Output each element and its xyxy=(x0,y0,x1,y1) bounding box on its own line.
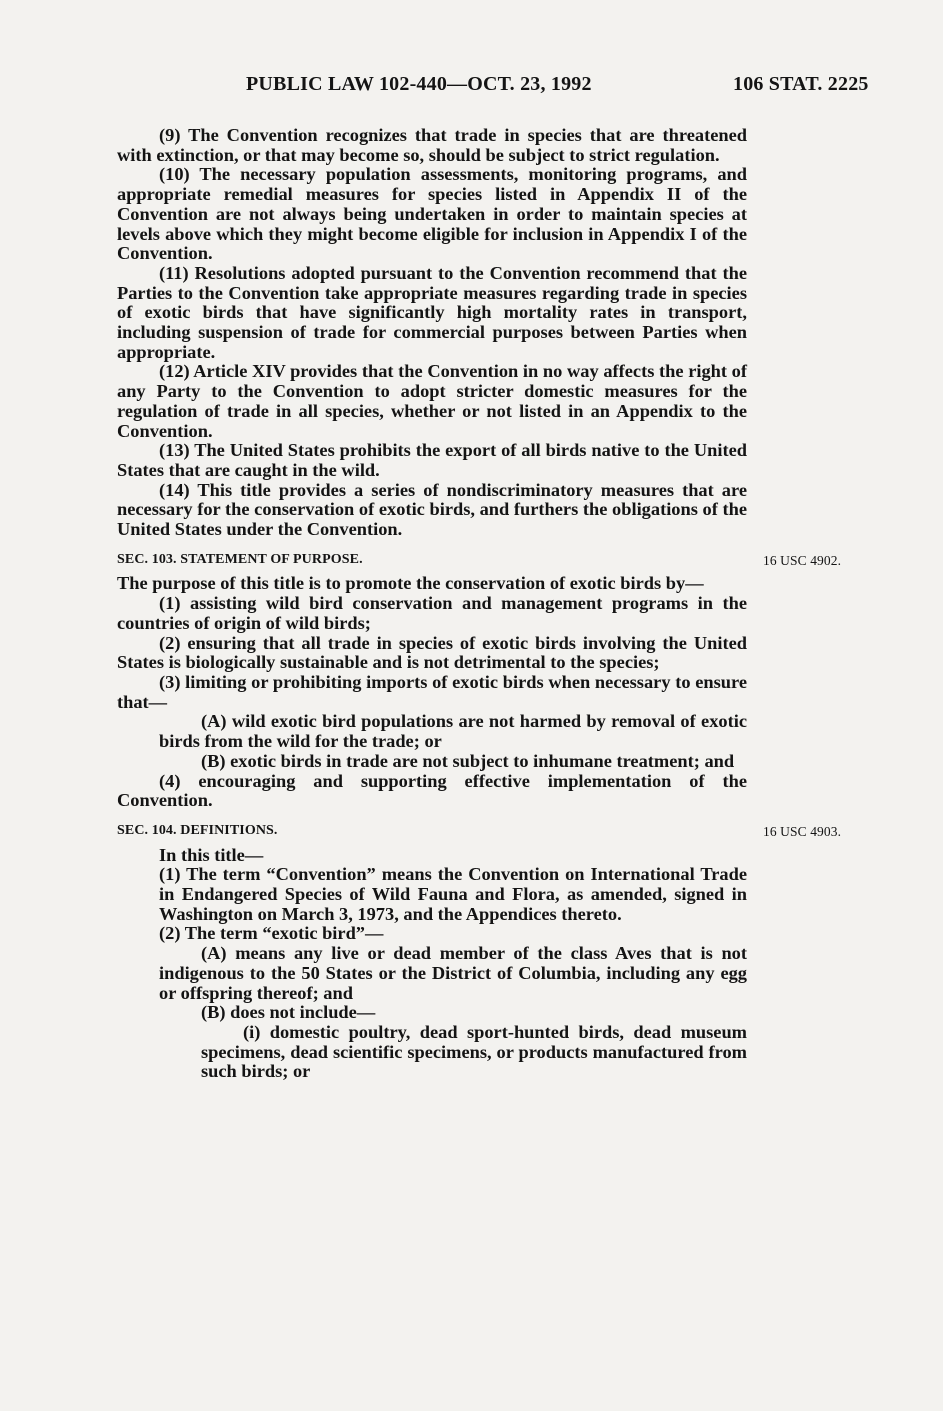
purpose-item-1: (1) assisting wild bird conservation and management programs in the countries of origin of wild birds; xyxy=(117,593,747,633)
sec-104-margin-note: 16 USC 4903. xyxy=(763,823,842,839)
purpose-item-3A: (A) wild exotic bird populations are not harmed by removal of exotic birds from the wild for the trade; or xyxy=(159,711,747,752)
finding-12: (12) Article XIV provides that the Convention in no way affects the right of any Party to the Convention to adopt stricter domestic measures for the regulation of trade in all species, whether or not listed in an Appendix to the Convention. xyxy=(117,361,747,441)
finding-10: (10) The necessary population assessments, monitoring programs, and appropriate remedial measures for species listed in Appendix II of the Convention are not always being undertaken in order to maintain species at levels above which they might become eligible for inclusion in Appendix I of the Convention. xyxy=(117,164,747,264)
purpose-item-3: (3) limiting or prohibiting imports of exotic birds when necessary to ensure that— xyxy=(117,671,747,712)
sec-103-heading-text: SEC. 103. STATEMENT OF PURPOSE. xyxy=(117,551,363,567)
sec-103-heading xyxy=(117,550,842,570)
running-header-title: PUBLIC LAW 102-440—OCT. 23, 1992 xyxy=(246,73,592,95)
finding-13: (13) The United States prohibits the export of all birds native to the United States that are caught in the wild. xyxy=(117,440,747,480)
purpose-item-4: (4) encouraging and supporting effective implementation of the Convention. xyxy=(117,770,747,811)
definition-2B: (B) does not include— xyxy=(201,1002,376,1023)
definition-1: (1) The term “Convention” means the Convention on International Trade in Endangered Species of Wild Fauna and Flora, as amended, signed in Washington on March 3, 1973, and the Appendices thereto. xyxy=(159,864,747,924)
sec-104-heading-text: SEC. 104. DEFINITIONS. xyxy=(117,822,278,838)
sec-103-intro: The purpose of this title is to promote the conservation of exotic birds by— xyxy=(117,573,704,594)
purpose-item-3B: (B) exotic birds in trade are not subject to inhumane treatment; and xyxy=(201,750,735,771)
sec-104-heading xyxy=(117,821,842,841)
running-header-stat-page: 106 STAT. 2225 xyxy=(733,73,869,95)
purpose-item-2: (2) ensuring that all trade in species of exotic birds involving the United States is biologically sustainable and is not detrimental to the species; xyxy=(117,632,747,673)
finding-11: (11) Resolutions adopted pursuant to the Convention recommend that the Parties to the Convention take appropriate measures regarding trade in species of exotic birds that have significantly high mortality rates in transport, including suspension of trade for commercial purposes between Parties when appropriate. xyxy=(117,262,747,362)
sec-103-margin-note: 16 USC 4902. xyxy=(763,552,842,568)
sec-104-intro: In this title— xyxy=(159,844,264,865)
document-body xyxy=(117,125,842,1082)
definition-2A: (A) means any live or dead member of the class Aves that is not indigenous to the 50 States or the District of Columbia, including any egg or offspring thereof; and xyxy=(159,943,747,1003)
finding-9: (9) The Convention recognizes that trade in species that are threatened with extinction, or that may become so, should be subject to strict regulation. xyxy=(117,125,747,165)
definition-2: (2) The term “exotic bird”— xyxy=(159,923,384,944)
finding-14: (14) This title provides a series of nondiscriminatory measures that are necessary for the conservation of exotic birds, and furthers the obligations of the United States under the Convention. xyxy=(117,479,747,540)
definition-2B-i: (i) domestic poultry, dead sport-hunted birds, dead museum specimens, dead scientific specimens, or products manufactured from such birds; or xyxy=(201,1021,747,1082)
